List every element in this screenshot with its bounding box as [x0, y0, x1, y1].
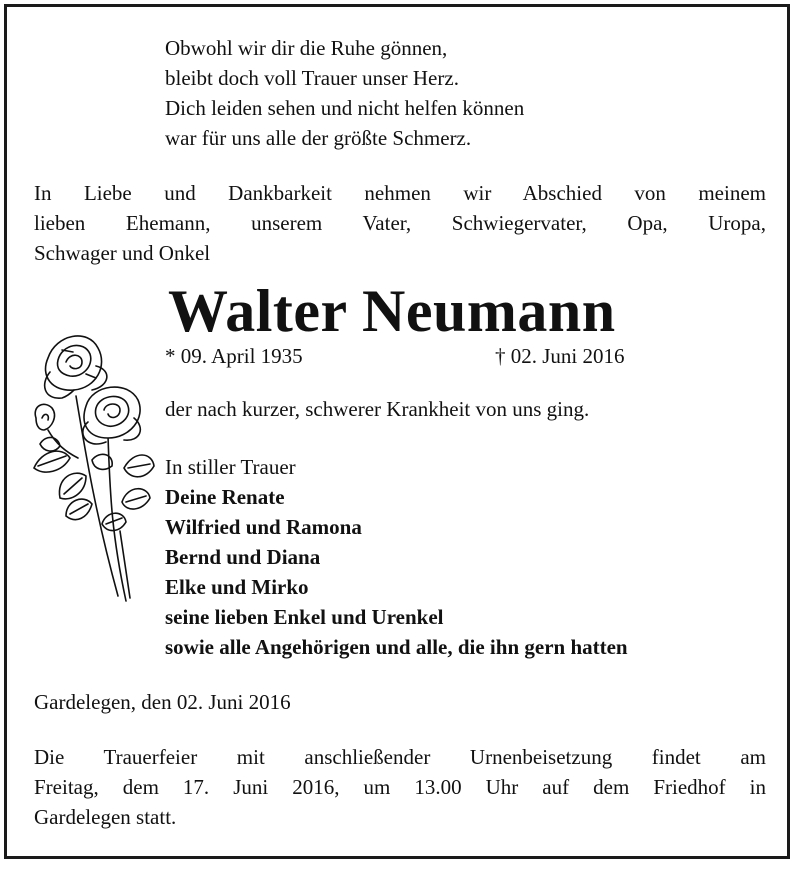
death-date: † 02. Juni 2016	[495, 344, 625, 368]
poem-line: war für uns alle der größte Schmerz.	[165, 126, 472, 150]
funeral-line: Gardelegen statt.	[34, 805, 177, 829]
mourner-name: Wilfried und Ramona	[165, 515, 362, 539]
birth-date: * 09. April 1935	[165, 344, 303, 368]
deceased-name: Walter Neumann	[168, 278, 616, 344]
mourner-name: Bernd und Diana	[165, 545, 321, 569]
funeral-line: Die Trauerfeier mit anschließender Urnenbeisetzung findet am	[34, 745, 766, 769]
mourners-list	[165, 452, 628, 662]
mourner-name: sowie alle Angehörigen und alle, die ihn gern hatten	[165, 635, 628, 659]
mourner-name: Deine Renate	[165, 485, 285, 509]
roses-illustration-icon	[26, 326, 156, 616]
mourners-intro: In stiller Trauer	[165, 455, 296, 479]
poem-line: Obwohl wir dir die Ruhe gönnen,	[165, 36, 448, 60]
mourner-name: seine lieben Enkel und Urenkel	[165, 605, 444, 629]
intro-paragraph	[34, 178, 766, 268]
mourner-name: Elke und Mirko	[165, 575, 309, 599]
funeral-info	[34, 742, 766, 832]
intro-line: In Liebe und Dankbarkeit nehmen wir Abschied von meinem	[34, 181, 766, 205]
poem	[165, 33, 524, 153]
poem-line: bleibt doch voll Trauer unser Herz.	[165, 66, 459, 90]
intro-line: lieben Ehemann, unserem Vater, Schwiegervater, Opa, Uropa,	[34, 211, 766, 235]
place-date: Gardelegen, den 02. Juni 2016	[34, 690, 291, 714]
intro-line: Schwager und Onkel	[34, 241, 211, 265]
passing-text: der nach kurzer, schwerer Krankheit von uns ging.	[165, 397, 590, 421]
funeral-line: Freitag, dem 17. Juni 2016, um 13.00 Uhr auf dem Friedhof in	[34, 775, 766, 799]
poem-line: Dich leiden sehen und nicht helfen können	[165, 96, 525, 120]
